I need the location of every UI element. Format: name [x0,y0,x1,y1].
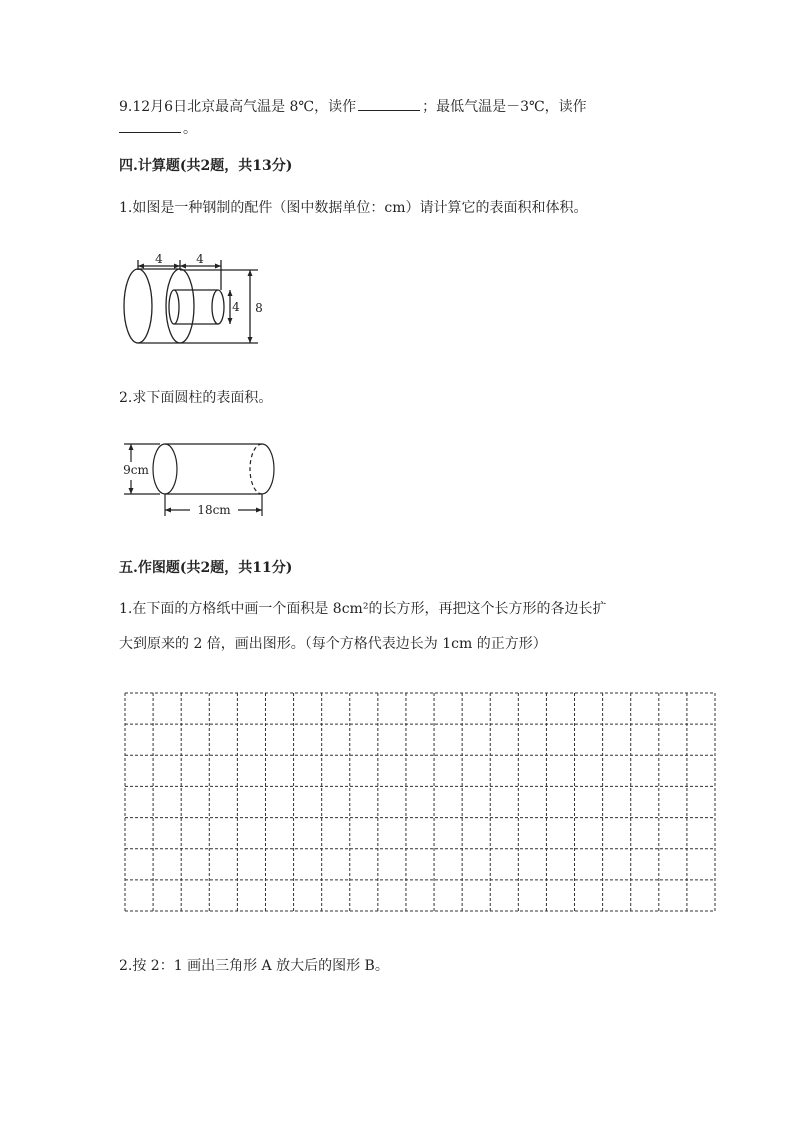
section-5-question-2: 2.按 2：1 画出三角形 A 放大后的图形 B。 [119,958,389,974]
cylinder-right-face-visible [262,444,274,494]
cylinder-right-face-hidden [250,444,262,494]
answer-blank-2[interactable] [119,120,181,133]
figure-cylinder [118,438,283,522]
small-cylinder-right-face [212,290,224,324]
section-4-question-1: 1.如图是一种钢制的配件（图中数据单位：cm）请计算它的表面积和体积。 [119,200,588,216]
label-length: 18cm [197,503,231,517]
q9-text-part3: 。 [183,121,197,137]
q9-text-part2: ；最低气温是－3℃，读作 [422,99,587,115]
label-top-left-4: 4 [155,252,163,266]
label-diameter: 9cm [123,463,149,477]
section-5-question-1-line2: 大到原来的 2 倍，画出图形。（每个方格代表边长为 1cm 的正方形） [119,636,547,652]
cylinder-left-face [153,444,177,494]
answer-blank-1[interactable] [358,98,420,111]
label-top-right-4: 4 [196,252,204,266]
q9-text-part1: 9.12月6日北京最高气温是 8℃，读作 [119,99,357,115]
section-5-heading: 五.作图题(共2题，共11分) [119,560,293,576]
section-4-question-2: 2.求下面圆柱的表面积。 [119,390,273,406]
cylinder-body [165,444,262,494]
figure-steel-part [118,246,278,356]
section-5-question-1-line1: 1.在下面的方格纸中画一个面积是 8cm²的长方形，再把这个长方形的各边长扩 [119,601,607,617]
question-9-line1 [119,98,587,116]
label-outer-height-8: 8 [255,301,263,315]
small-cylinder-left-face [169,290,179,324]
large-cylinder-left-face [124,269,152,343]
question-9-line2 [119,120,197,138]
label-inner-height-4: 4 [232,300,240,314]
grid-paper[interactable] [124,692,716,912]
section-4-heading: 四.计算题(共2题，共13分) [119,158,293,174]
